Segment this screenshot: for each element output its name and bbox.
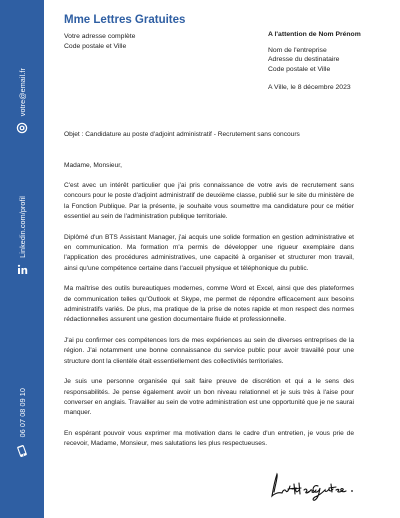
sender-name: Mme Lettres Gratuites — [64, 14, 186, 26]
sender-city: Code postale et Ville — [64, 42, 127, 50]
body-paragraph: Diplômé d'un BTS Assistant Manager, j'ai acquis une solide formation en gestion administrative et en communication. Ma formation m'a permis de développer une rigueur exemplaire dans l'application des procédures administratives, une capacité à organiser et structurer mon travail, ainsi qu'une compétence certaine dans l'accueil physique et téléphonique du public. — [64, 233, 354, 272]
letter-subject: Objet : Candidature au poste d'adjoint administratif - Recrutement sans concours — [64, 131, 300, 138]
email-text: votre@email.fr — [17, 68, 27, 117]
recipient-block — [268, 30, 361, 74]
salutation: Madame, Monsieur, — [64, 162, 122, 169]
sender-address: Votre adresse complète — [64, 33, 136, 40]
body-paragraph: En espérant pouvoir vous exprimer ma motivation dans le cadre d'un entretien, je vous prie de recevoir, Madame, Monsieur, mes salutations les plus respectueuses. — [64, 429, 354, 448]
signature-logo — [268, 470, 358, 504]
recipient-attention: A l'attention de Nom Prénom — [268, 31, 361, 38]
recipient-address: Adresse du destinataire — [268, 56, 340, 63]
letter-body — [64, 181, 354, 460]
sidebar-linkedin[interactable] — [0, 196, 44, 276]
body-paragraph: C'est avec un intérêt particulier que j'ai pris connaissance de votre avis de recrutement sans concours pour le poste d'adjoint administratif de deuxième classe, publié sur le site du ministère de la Fonction Publique. Par la présente, je souhaite vous soumettre ma candidature pour ce métier essentiel au sein de l'administration publique territoriale. — [64, 182, 354, 221]
at-icon — [16, 122, 28, 134]
body-paragraph: Ma maîtrise des outils bureautiques modernes, comme Word et Excel, ainsi que des plateformes de communication telles qu'Outlook et Skype, me permet de répondre efficacement aux besoins administratifs variés. De plus, ma pratique de la prise de notes rapide et mon respect des normes rédactionnelles assurent une gestion documentaire fluide et professionnelle. — [64, 285, 354, 324]
letter-date: A Ville, le 8 décembre 2023 — [268, 84, 351, 91]
sidebar-email[interactable] — [0, 68, 44, 134]
sender-address-block — [64, 32, 135, 51]
recipient-company: Nom de l'entreprise — [268, 46, 327, 54]
body-paragraph: J'ai pu confirmer ces compétences lors de mes expériences au sein de diverses entreprises de la région. J'ai notamment une bonne connaissance du service public pour avoir travaillé pour une structure dont la clientèle était essentiellement des collectivités territoriales. — [64, 336, 354, 365]
body-paragraph: Je suis une personne organisée qui sait faire preuve de discrétion et qui a le sens des responsabilités. Je pense également avoir un bon niveau relationnel et je suis très à l'aise pour converser en anglais. Travailler au sein de votre administration est une opportunité que je ne saurai manquer. — [64, 378, 354, 417]
linkedin-icon — [16, 264, 28, 276]
contact-sidebar — [0, 0, 44, 518]
recipient-city: Code postale et Ville — [268, 65, 331, 73]
linkedin-text: Linkedin.com/profil — [17, 196, 27, 258]
sidebar-phone[interactable] — [0, 388, 44, 457]
phone-icon — [16, 445, 28, 457]
phone-text: 06 07 08 09 10 — [17, 388, 27, 438]
